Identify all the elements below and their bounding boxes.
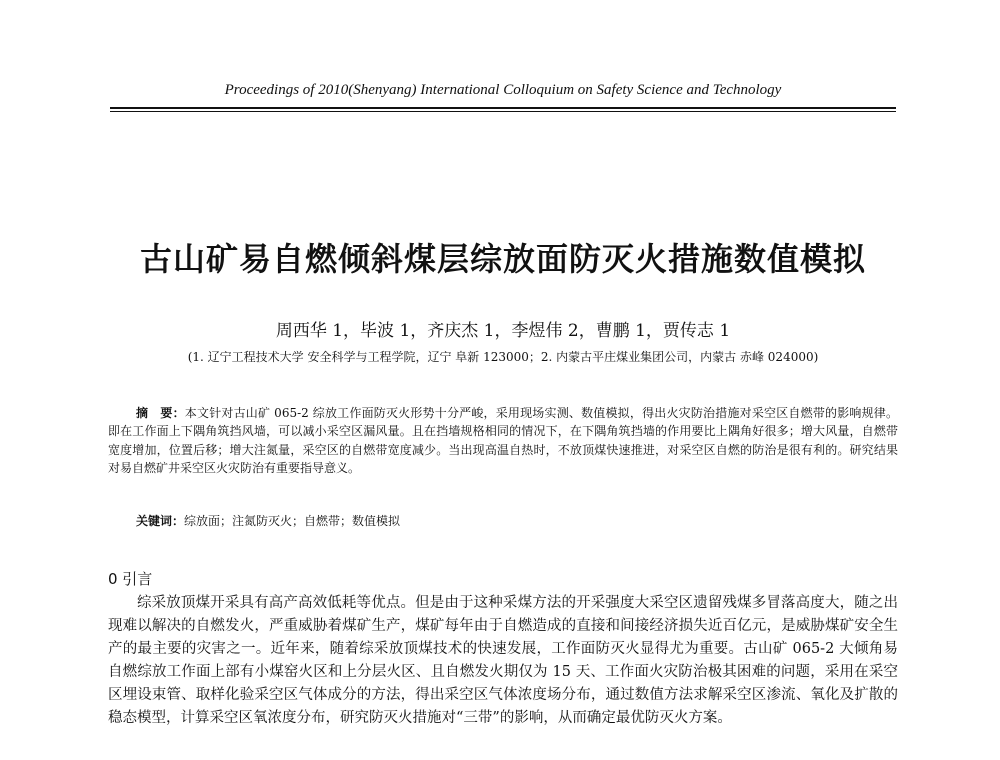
- paper-title: 古山矿易自燃倾斜煤层综放面防灭火措施数值模拟: [139, 240, 866, 278]
- affiliation: (1. 辽宁工程技术大学 安全科学与工程学院，辽宁 阜新 123000；2. 内蒙古平庄煤业集团公司，内蒙古 赤峰 024000): [187, 350, 819, 364]
- author-list: 周西华 1，毕波 1，齐庆杰 1，李煜伟 2，曹鹏 1，贾传志 1: [275, 321, 731, 341]
- section-heading: 0 引言: [108, 570, 153, 588]
- abstract: [108, 404, 898, 478]
- keywords-text: 综放面；注氮防灭火；自燃带；数值模拟: [184, 514, 401, 528]
- keywords-label: 关键词：: [136, 514, 185, 528]
- abstract-label: 摘 要：: [136, 406, 185, 420]
- header-rule: [110, 107, 896, 112]
- abstract-text: 本文针对古山矿 065-2 综放工作面防灭火形势十分严峻，采用现场实测、数值模拟，得出火灾防治措施对采空区自燃带的影响规律。即在工作面上下隅角筑挡风墙，可以减小采空区漏风量。且在挡墙规格相同的情况下，在下隅角筑挡墙的作用要比上隅角好很多；增大风量，自燃带宽度增加，位置后移；增大注氮量，采空区的自燃带宽度减少。当出现高温自热时，不放顶煤快速推进，对采空区自燃的防治是很有利的。研究结果对易自燃矿井采空区火灾防治有重要指导意义。: [108, 406, 898, 476]
- journal-header: Proceedings of 2010(Shenyang) International Colloquium on Safety Science and Technology: [224, 82, 782, 98]
- body-paragraph: 综采放顶煤开采具有高产高效低耗等优点。但是由于这种采煤方法的开采强度大采空区遗留残煤多冒落高度大，随之出现难以解决的自燃发火，严重威胁着煤矿生产，煤矿每年由于自燃造成的直接和间接经济损失近百亿元，是威胁煤矿安全生产的最主要的灾害之一。近年来，随着综采放顶煤技术的快速发展，工作面防灭火显得尤为重要。古山矿 065-2 大倾角易自燃综放工作面上部有小煤窑火区和上分层火区、且自燃发火期仅为 15 天、工作面火灾防治极其困难的问题，采用在采空区埋设束管、取样化验采空区气体成分的方法，得出采空区气体浓度场分布，通过数值方法求解采空区渗流、氧化及扩散的稳态模型，计算采空区氧浓度分布，研究防灭火措施对“三带”的影响，从而确定最优防灭火方案。: [108, 595, 898, 726]
- keywords: [136, 512, 896, 529]
